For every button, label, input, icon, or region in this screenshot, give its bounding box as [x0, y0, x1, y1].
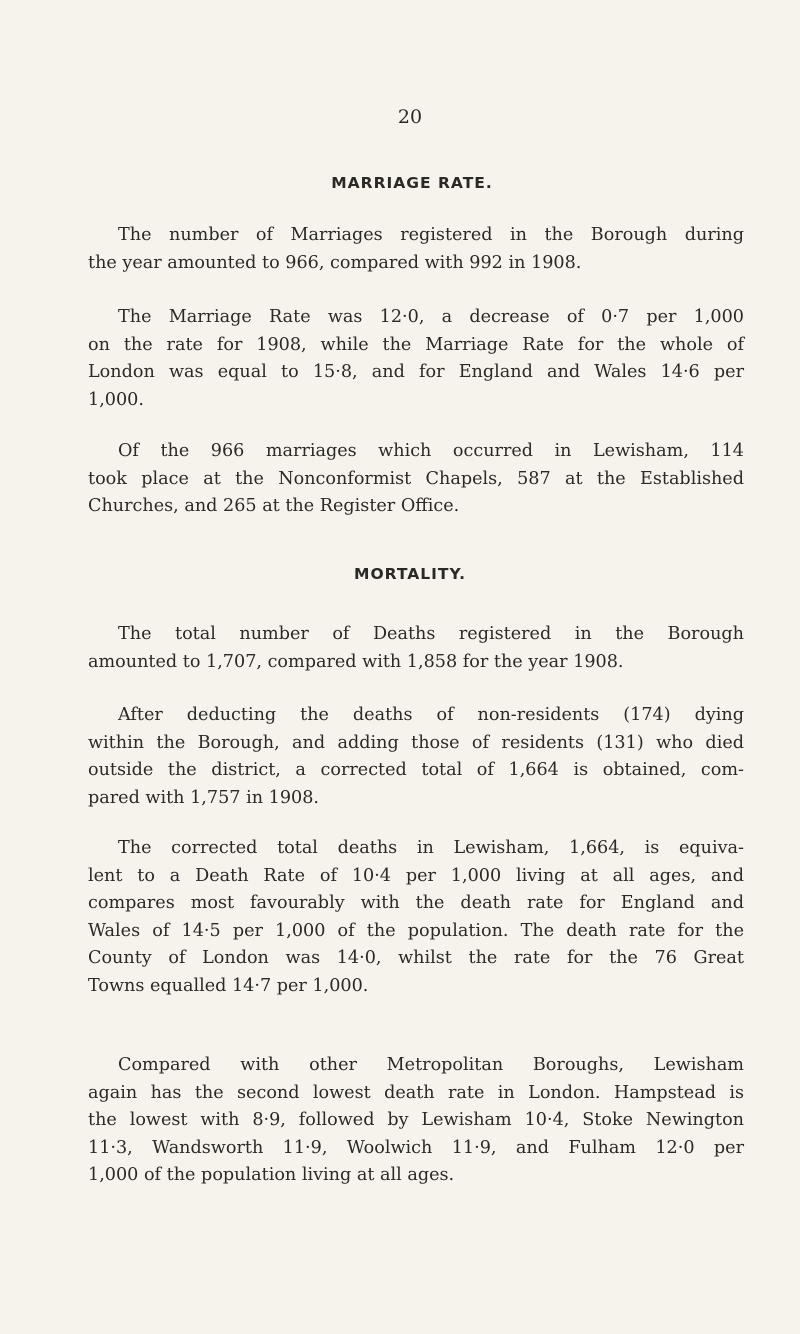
text-line: The corrected total deaths in Lewisham, 1,664, is equiva-	[118, 838, 744, 858]
text-line: 1,000.	[88, 389, 144, 410]
text-line: The Marriage Rate was 12·0, a decrease of 0·7 per 1,000	[118, 307, 744, 327]
text-line: Compared with other Metropolitan Boroughs, Lewisham	[118, 1055, 744, 1075]
page-number: 20	[397, 106, 423, 128]
text-line: pared with 1,757 in 1908.	[88, 787, 319, 808]
text-line: amounted to 1,707, compared with 1,858 for the year 1908.	[88, 651, 624, 672]
paragraph-marriage-rate	[88, 304, 744, 414]
text-line: Of the 966 marriages which occurred in Lewisham, 114	[118, 441, 744, 461]
text-line: County of London was 14·0, whilst the rate for the 76 Great	[88, 948, 744, 968]
text-line: Towns equalled 14·7 per 1,000.	[88, 975, 369, 996]
text-line: lent to a Death Rate of 10·4 per 1,000 living at all ages, and	[88, 865, 744, 886]
text-line: compares most favourably with the death rate for England and	[88, 893, 744, 913]
paragraph-death-rate	[88, 835, 744, 1000]
text-line: again has the second lowest death rate in London. Hampstead is	[88, 1082, 744, 1103]
section-heading-marriage-rate: MARRIAGE RATE.	[331, 174, 493, 192]
text-line: Churches, and 265 at the Register Office.	[88, 496, 460, 516]
text-line: After deducting the deaths of non-residents (174) dying	[118, 705, 744, 725]
paragraph-corrected-total	[88, 702, 744, 812]
text-line: London was equal to 15·8, and for England and Wales 14·6 per	[88, 362, 744, 382]
paragraph-borough-comparison	[88, 1052, 744, 1190]
text-line: outside the district, a corrected total of 1,664 is obtained, com-	[88, 760, 744, 780]
text-line: The total number of Deaths registered in the Borough	[118, 624, 744, 644]
text-line: the year amounted to 966, compared with 992 in 1908.	[88, 252, 582, 273]
text-line: 11·3, Wandsworth 11·9, Woolwich 11·9, and Fulham 12·0 per	[88, 1137, 744, 1158]
text-line: The number of Marriages registered in the Borough during	[118, 225, 744, 245]
text-line: Wales of 14·5 per 1,000 of the population. The death rate for the	[88, 920, 744, 941]
text-line: the lowest with 8·9, followed by Lewisham 10·4, Stoke Newington	[88, 1110, 744, 1130]
paragraph-marriage-places	[88, 438, 744, 521]
section-heading-mortality: MORTALITY.	[354, 565, 466, 583]
paragraph-marriage-count	[88, 222, 744, 277]
text-line: took place at the Nonconformist Chapels, 587 at the Established	[88, 468, 744, 489]
text-line: within the Borough, and adding those of residents (131) who died	[88, 732, 744, 753]
paragraph-total-deaths	[88, 621, 744, 676]
text-line: on the rate for 1908, while the Marriage Rate for the whole of	[88, 334, 744, 355]
text-line: 1,000 of the population living at all ages.	[88, 1165, 455, 1185]
